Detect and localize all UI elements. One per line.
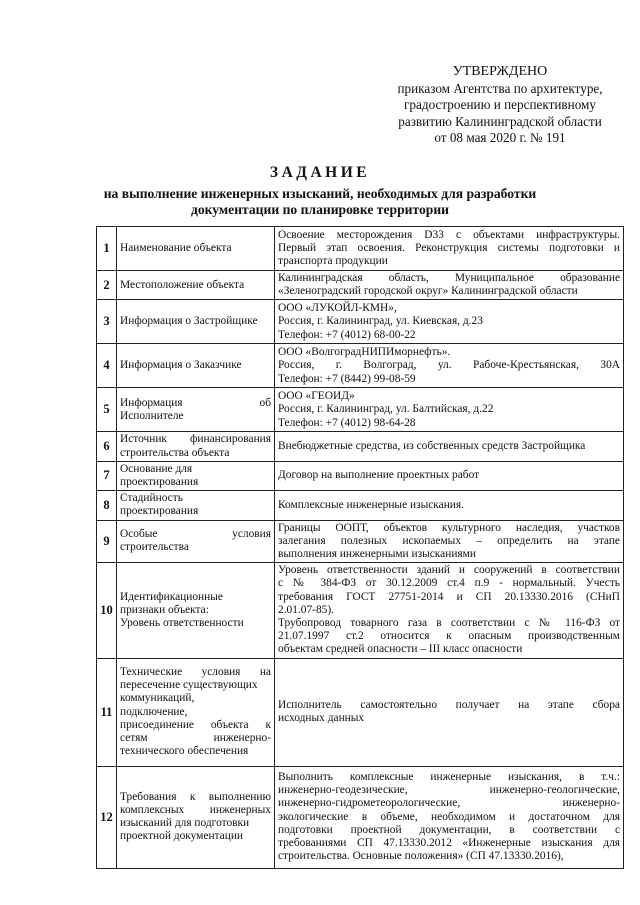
row-value-line: ООО «ЛУКОЙЛ-КМН»,	[278, 302, 397, 315]
row-label-line: подключение,	[120, 705, 188, 718]
row-value	[275, 388, 624, 432]
row-value-line: объектам средней опасности – III класс опасности	[278, 643, 523, 656]
row-value-line: Россия, г. Калининград, ул. Балтийская, д.22	[278, 403, 494, 416]
row-label-line: проектной документации	[120, 830, 244, 843]
table-row	[97, 227, 624, 271]
row-label	[117, 300, 275, 344]
table-row	[97, 766, 624, 868]
approval-line: градостроению и перспективному	[404, 97, 596, 112]
row-value-line: Россия, г. Волгоград, ул. Рабоче-Крестьянская, 30А	[278, 359, 620, 372]
row-value-line: подготовки проектной документации, в соответствии с	[278, 823, 620, 836]
row-value-line: Телефон: +7 (8442) 99-08-59	[278, 372, 416, 385]
task-table-body	[97, 227, 624, 869]
row-label	[117, 491, 275, 520]
row-value-line: 21.07.1997 ст.2 относится к опасным производственным	[278, 630, 620, 643]
row-label	[117, 227, 275, 271]
row-label-line: Стадийность	[120, 492, 183, 505]
row-number: 12	[97, 766, 117, 868]
table-row	[97, 388, 624, 432]
row-value-line: Внебюджетные средства, из собственных средств Застройщика	[278, 440, 586, 452]
row-number: 11	[97, 658, 117, 766]
row-value-line: строительства. Основные положения» (СП 47.13330.2016),	[278, 850, 564, 863]
row-value-line: Россия, г. Калининград, ул. Киевская, д.23	[278, 315, 483, 328]
document-subtitle-line: документации по планировке территории	[190, 202, 449, 217]
row-value-line: ООО «ВолгоградНИПИморнефть».	[278, 346, 451, 359]
row-label-line: строительства объекта	[120, 446, 230, 459]
row-label-line: Информация об	[120, 396, 271, 409]
row-value-line: экологические в объеме, необходимом и достаточном для	[278, 810, 620, 823]
row-label-line: присоединение объекта к	[120, 718, 271, 731]
row-label-line: проектирования	[120, 505, 199, 518]
row-number: 6	[97, 432, 117, 461]
row-label	[117, 344, 275, 388]
row-label	[117, 563, 275, 658]
row-value-line: требования ГОСТ 27751-2014 и СП 20.13330.2016 (СНиП	[278, 590, 620, 603]
table-row	[97, 344, 624, 388]
row-value-line: инженерно-гидрометеорологические, инженерно-	[278, 797, 620, 810]
table-row	[97, 563, 624, 658]
row-value	[275, 658, 624, 766]
row-value-line: Первый этап освоения. Реконструкция системы подготовки и	[278, 241, 620, 254]
row-value-line: исходных данных	[278, 712, 365, 725]
row-value	[275, 300, 624, 344]
row-value	[275, 766, 624, 868]
document-subtitle-line: на выполнение инженерных изысканий, необходимых для разработки	[103, 186, 537, 201]
row-value-line: Телефон: +7 (4012) 98-64-28	[278, 416, 416, 429]
row-label-line: Уровень ответственности	[120, 617, 244, 630]
document-title: ЗАДАНИЕ	[269, 164, 371, 181]
row-number: 3	[97, 300, 117, 344]
row-number: 4	[97, 344, 117, 388]
row-value-line: Комплексные инженерные изыскания.	[278, 498, 464, 511]
row-label-line: сетям инженерно-	[120, 731, 271, 744]
table-row	[97, 432, 624, 461]
row-label-line: пересечение существующих	[120, 679, 258, 692]
row-value-line: Освоение месторождения D33 с объектами инфраструктуры.	[278, 228, 620, 241]
row-value	[275, 461, 624, 490]
approval-line: приказом Агентства по архитектуре,	[397, 80, 603, 96]
row-value	[275, 227, 624, 271]
row-value-line: Договор на выполнение проектных работ	[278, 469, 480, 482]
table-row	[97, 491, 624, 520]
row-value	[275, 271, 624, 300]
row-number: 9	[97, 520, 117, 563]
row-label	[117, 520, 275, 563]
row-value	[275, 563, 624, 658]
row-label-line: Исполнителе	[120, 409, 184, 422]
row-label-line: комплексных инженерных	[120, 803, 271, 816]
row-value-line: Выполнить комплексные инженерные изыскания, в т.ч.:	[278, 770, 620, 783]
row-value-line: залегания полезных ископаемых – определить на этапе	[278, 534, 620, 547]
row-label-line: Технические условия на	[120, 665, 271, 678]
row-value-line: инженерно-геодезические, инженерно-геологические,	[278, 784, 620, 797]
document-title-block	[20, 164, 620, 218]
row-label-line: Требования к выполнению	[120, 790, 271, 803]
row-label-line: признаки объекта:	[120, 603, 209, 616]
table-row	[97, 658, 624, 766]
row-label-line: Источник финансирования	[120, 433, 271, 446]
row-label-line: проектирования	[120, 476, 199, 489]
approval-block	[380, 64, 620, 147]
row-value	[275, 344, 624, 388]
table-row	[97, 271, 624, 300]
row-value-line: Границы ООПТ, объектов культурного наследия, участков	[278, 521, 620, 534]
table-row	[97, 300, 624, 344]
row-label-line: Информация о Застройщике	[120, 315, 258, 328]
row-label	[117, 658, 275, 766]
row-value-line: Трубопровод товарного газа в соответствии с № 116-ФЗ от	[278, 617, 620, 630]
row-label	[117, 766, 275, 868]
row-label-line: Особые условия	[120, 528, 271, 541]
row-value-line: Уровень ответственности зданий и сооружений в соответствии	[278, 564, 620, 577]
row-number: 1	[97, 227, 117, 271]
table-row	[97, 520, 624, 563]
row-label-line: Информация о Заказчике	[120, 359, 242, 372]
row-value-line: Телефон: +7 (4012) 68-00-22	[278, 328, 416, 341]
row-label-line: изысканий для подготовки	[120, 817, 250, 830]
row-label-line: Идентификационные	[120, 590, 223, 603]
row-label	[117, 271, 275, 300]
task-table	[96, 226, 624, 869]
row-number: 2	[97, 271, 117, 300]
row-value	[275, 432, 624, 461]
approval-date: от 08 мая 2020 г. № 191	[434, 130, 566, 145]
row-label-line: технического обеспечения	[120, 745, 249, 758]
row-value-line: выполнения инженерными изысканиями	[278, 548, 476, 561]
row-value-line: Калининградская область, Муниципальное образование	[278, 272, 620, 284]
row-value	[275, 520, 624, 563]
row-value-line: Исполнитель самостоятельно получает на этапе сбора	[278, 698, 620, 711]
row-number: 10	[97, 563, 117, 658]
row-value-line: ООО «ГЕОИД»	[278, 390, 355, 403]
table-row	[97, 461, 624, 490]
row-label	[117, 461, 275, 490]
row-value-line: «Зеленоградский городской округ» Калининградской области	[278, 285, 578, 298]
row-number: 7	[97, 461, 117, 490]
row-number: 8	[97, 491, 117, 520]
row-label	[117, 432, 275, 461]
row-label-line: строительства	[120, 541, 189, 554]
approval-heading: УТВЕРЖДЕНО	[452, 64, 548, 79]
row-label-line: Наименование объекта	[120, 241, 232, 254]
approval-line: развитию Калининградской области	[398, 113, 602, 129]
row-value	[275, 491, 624, 520]
row-label-line: Основание для	[120, 462, 193, 475]
row-label-line: Местоположение объекта	[120, 278, 245, 291]
row-value-line: требованиями СП 47.13330.2012 «Инженерные изыскания для	[278, 836, 620, 849]
row-value-line: 2.01.07-85).	[278, 603, 334, 616]
row-number: 5	[97, 388, 117, 432]
row-value-line: с № 384-ФЗ от 30.12.2009 ст.4 п.9 - нормальный. Учесть	[278, 577, 620, 590]
row-label-line: коммуникаций,	[120, 692, 195, 705]
row-value-line: транспорта продукции	[278, 255, 388, 268]
row-label	[117, 388, 275, 432]
